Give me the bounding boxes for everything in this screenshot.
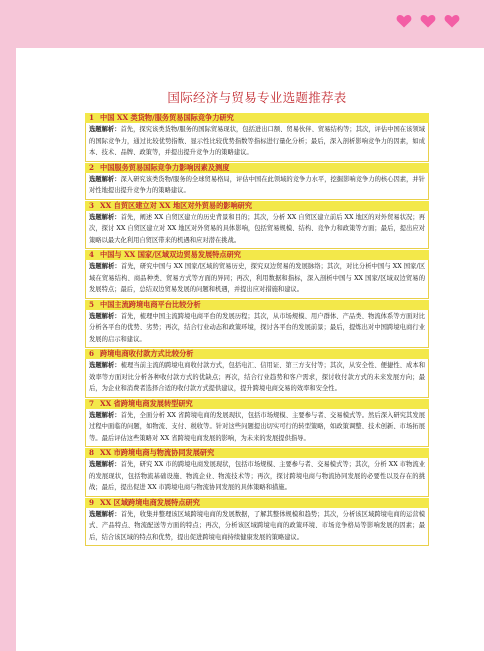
topic-number: 5 — [89, 299, 95, 309]
topic-item — [85, 162, 429, 200]
topic-list — [85, 112, 429, 546]
topic-title — [85, 200, 429, 211]
analysis-text: 深入研究该类货物/服务的全球贸易格局，评估中国在此领域的竞争力水平，挖掘影响竞争力的核心因素，并针对性地提出提升竞争力的策略建议。 — [89, 175, 425, 194]
analysis-text: 首先，收集并整理该区域跨境电商的发展数据，了解其整体规模和趋势；其次，分析该区域跨境电商的运营模式、产品特点、物流配送等方面的特点；再次，分析该区域跨境电商的政策环境、市场竞争格局等影响发展的因素；最后，结合该区域的特点和优势，提出促进跨境电商持续健康发展的策略建议。 — [89, 510, 426, 541]
analysis-label: 选题解析： — [89, 126, 121, 133]
analysis-text: 首先，全面分析 XX 省跨境电商的发展现状，包括市场规模、主要参与者、交易模式等。然后深入研究其发展过程中面临的问题，如物流、支付、税收等。针对这些问题提出切实可行的转型策略，如政策调整、技术创新、市场拓展等。最后评估这些策略对 XX 省跨境电商发展的影响，为未来的发展提供指导。 — [89, 411, 425, 442]
heart-icon — [396, 14, 412, 28]
topic-analysis — [85, 359, 429, 398]
analysis-text: 首先，梳理中国主流跨境电商平台的发展历程；其次，从市场规模、用户群体、产品类、物流体系等方面对比分析各平台的优势、劣势；再次，结合行业动态和政策环境，探讨各平台的发展前景；最后，提炼出对中国跨境电商行业发展的启示和建议。 — [89, 312, 426, 343]
topic-title-text: 跨境电商收付款方式比较分析 — [100, 349, 194, 358]
topic-number: 8 — [89, 448, 95, 457]
topic-analysis — [85, 123, 429, 162]
topic-item — [85, 200, 429, 250]
topic-analysis — [85, 211, 429, 250]
topic-item — [85, 447, 429, 497]
analysis-label: 选题解析： — [89, 175, 121, 183]
topic-number: 9 — [89, 497, 95, 507]
analysis-text: 梳理当前主流的跨境电商收付款方式，包括电汇、信用证、第三方支付等；其次，从安全性、便捷性、成本和效率等方面对比分析各种收付款方式的优缺点；再次，结合行业趋势和客户需求，探讨收付款方式的未来发展方向；最后，为企业和消费者选择合适的收付款方式提供建议，提升跨境电商交易的效率和安全性。 — [89, 362, 426, 392]
topic-title — [85, 249, 429, 260]
topic-title-text: XX 区域跨境电商发展特点研究 — [100, 497, 200, 507]
topic-number: 4 — [89, 250, 95, 259]
topic-title-text: XX 市跨境电商与物流协同发展研究 — [100, 448, 215, 457]
topic-analysis — [85, 508, 429, 547]
page-title: 国际经济与贸易专业选题推荐表 — [167, 90, 347, 105]
topic-title-text: 中国 XX 类货物/服务贸易国际竞争力研究 — [100, 113, 234, 122]
topic-analysis — [85, 409, 429, 448]
topic-number: 6 — [89, 349, 95, 358]
topic-analysis — [85, 260, 429, 299]
topic-item — [85, 112, 429, 162]
topic-item — [85, 348, 429, 398]
analysis-label: 选题解析： — [89, 213, 121, 221]
topic-number: 2 — [89, 162, 95, 172]
analysis-label: 选题解析： — [89, 510, 121, 518]
topic-title-text: 中国服务贸易国际竞争力影响因素及测度 — [100, 162, 230, 172]
topic-title-text: XX 省跨境电商发展转型研究 — [100, 398, 193, 408]
topic-title — [85, 162, 429, 173]
topic-title — [85, 447, 429, 458]
topic-analysis — [85, 310, 429, 349]
topic-item — [85, 497, 429, 547]
document-content — [85, 88, 429, 546]
topic-number: 1 — [89, 113, 95, 122]
topic-title — [85, 497, 429, 508]
heart-icon — [420, 14, 436, 28]
topic-number: 3 — [89, 200, 95, 210]
heart-icon — [444, 14, 460, 28]
analysis-text: 首先，阐述 XX 自贸区建立的历史背景和目的；其次，分析 XX 自贸区建立前后 XX 地区的对外贸易状况；再次，探讨 XX 自贸区建立对 XX 地区对外贸易的具体影响，包括贸易规模、结构、竞争力和政策等方面；最后，提出应对策略以最大化利用自贸区带来的机遇和应对潜在挑战。 — [89, 213, 425, 244]
topic-title — [85, 112, 429, 123]
hearts-decoration — [396, 14, 460, 28]
analysis-text: 首先，研究 XX 市的跨境电商发展现状，包括市场规模、主要参与者、交易模式等；其次，分析 XX 市物流业的发展现状，包括物流基础设施、物流企业、物流技术等；再次，探讨跨境电商与物流协同发展的必要性以及存在的挑战；最后，提出促进 XX 市跨境电商与物流协同发展的具体策略和措施。 — [89, 461, 425, 491]
topic-item — [85, 299, 429, 349]
topic-title — [85, 398, 429, 409]
topic-title-text: 中国与 XX 国家/区域双边贸易发展特点研究 — [100, 250, 241, 259]
analysis-label: 选题解析： — [89, 411, 121, 419]
topic-title-text: 中国主流跨境电商平台比较分析 — [100, 299, 201, 309]
topic-title-text: XX 自贸区建立对 XX 地区对外贸易的影响研究 — [100, 200, 253, 210]
topic-analysis — [85, 458, 429, 497]
topic-analysis — [85, 173, 429, 200]
analysis-text: 首先，探究该类货物/服务的国际贸易现状，包括进出口额、贸易伙伴、贸易结构等；其次，评估中国在该领域的国际竞争力，通过比较优势指数、显示性比较优势指数等指标进行量化分析；最后，深入剖析影响竞争力的因素，如成本、技术、品牌、政策等，并提出提升竞争力的策略建议。 — [89, 126, 425, 156]
analysis-label: 选题解析： — [89, 461, 121, 468]
top-banner — [0, 0, 500, 46]
topic-item — [85, 249, 429, 299]
analysis-label: 选题解析： — [89, 312, 121, 320]
document-page — [16, 48, 484, 651]
topic-title — [85, 299, 429, 310]
topic-title — [85, 348, 429, 359]
topic-number: 7 — [89, 398, 95, 408]
analysis-text: 首先，研究中国与 XX 国家/区域的贸易历史，探究双边贸易的发展脉络；其次，对比分析中国与 XX 国家/区域在贸易结构、商品种类、贸易方式等方面的异同；再次，利用数据和指标，深入剖析中国与 XX 国家/区域双边贸易的发展特点；最后，总结双边贸易发展的问题和机遇，并提出应对措施和建议。 — [89, 263, 426, 293]
topic-item — [85, 398, 429, 448]
analysis-label: 选题解析： — [89, 263, 121, 270]
analysis-label: 选题解析： — [89, 362, 121, 369]
